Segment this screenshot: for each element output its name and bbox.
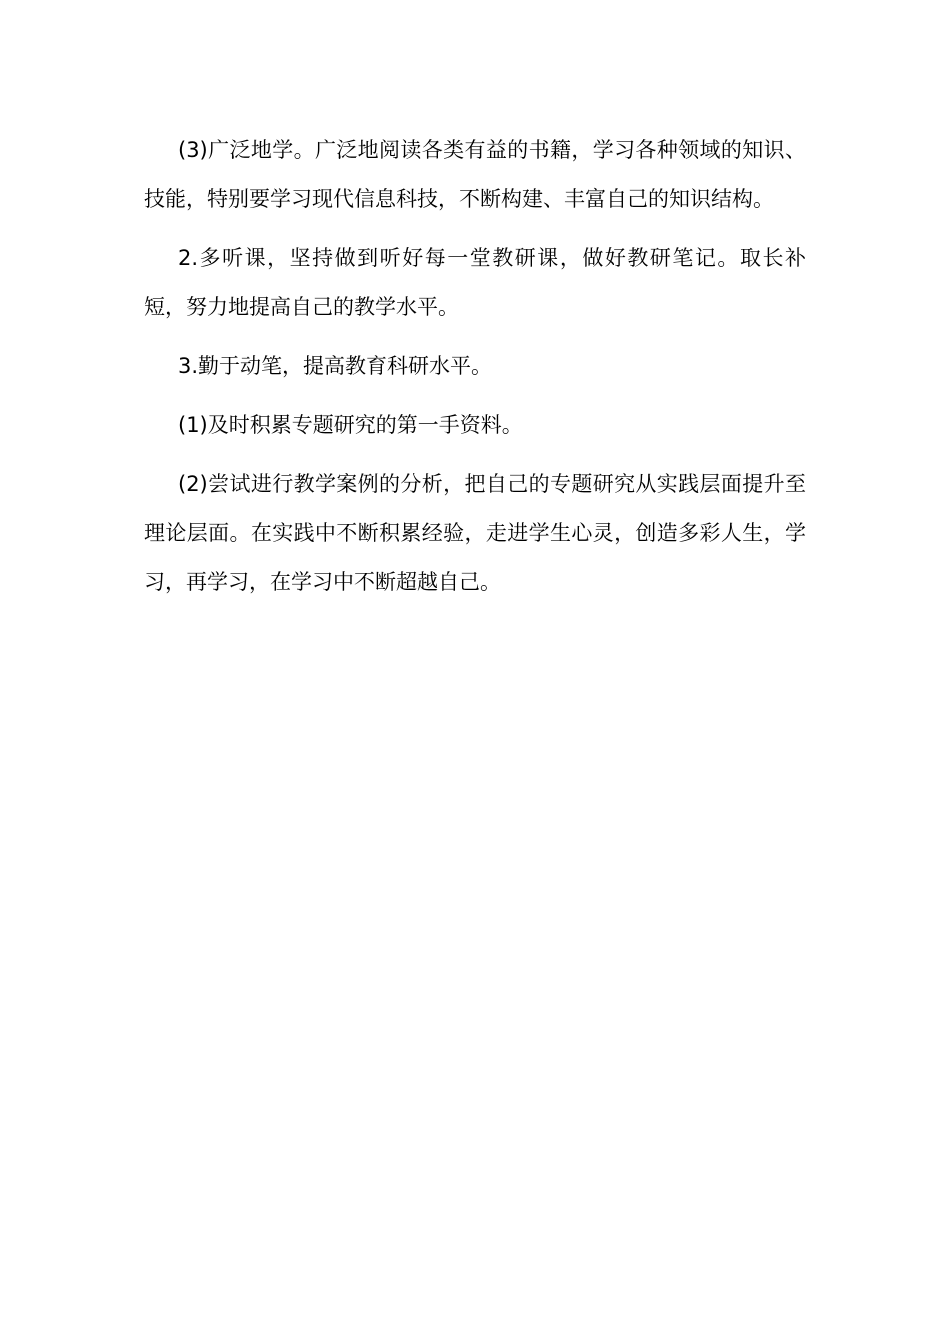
paragraph-attend-classes: 2.多听课，坚持做到听好每一堂教研课，做好教研笔记。取长补短，努力地提高自己的教学水平。 [144, 246, 806, 319]
document-body [144, 126, 806, 617]
paragraph-case-analysis: (2)尝试进行教学案例的分析，把自己的专题研究从实践层面提升至理论层面。在实践中不断积累经验，走进学生心灵，创造多彩人生，学习，再学习，在学习中不断超越自己。 [144, 472, 806, 594]
paragraph-accumulate-materials: (1)及时积累专题研究的第一手资料。 [178, 413, 523, 437]
paragraph-broad-learning: (3)广泛地学。广泛地阅读各类有益的书籍，学习各种领域的知识、技能，特别要学习现代信息科技，不断构建、丰富自己的知识结构。 [144, 138, 806, 211]
paragraph-diligent-writing: 3.勤于动笔，提高教育科研水平。 [178, 354, 493, 378]
